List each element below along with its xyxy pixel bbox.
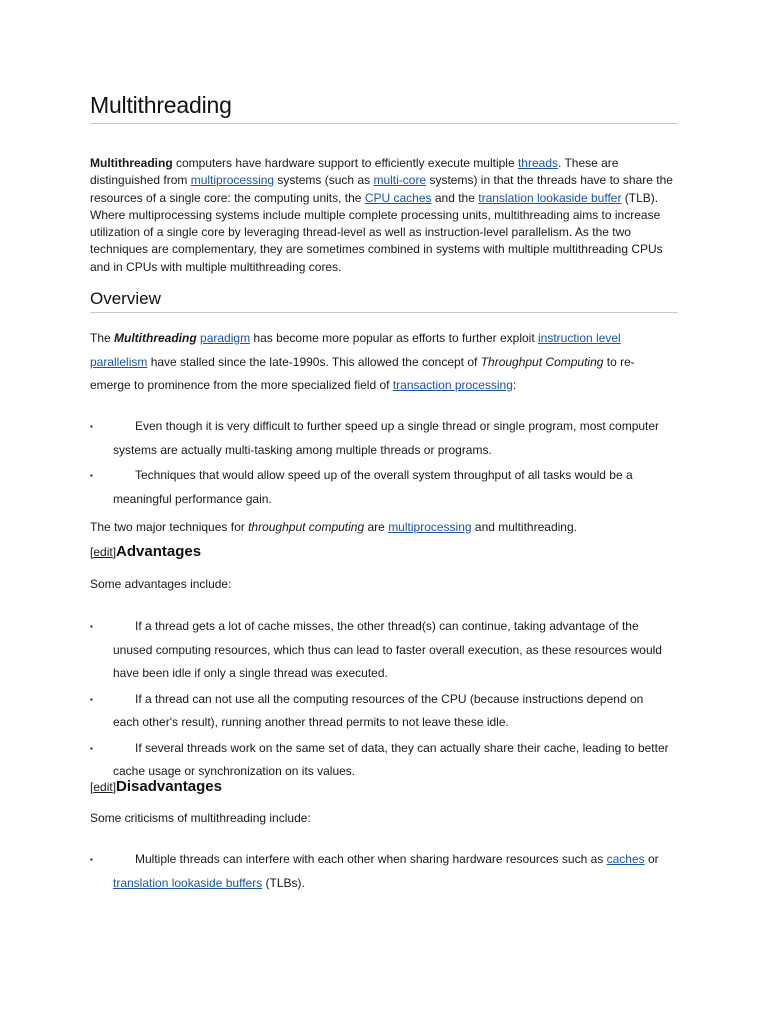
link-multiprocessing[interactable]: multiprocessing xyxy=(190,173,275,188)
link-threads[interactable]: threads xyxy=(517,156,558,170)
intro-text: systems) in that the threads have to share the resources of a single core: the computing units, the xyxy=(90,173,673,205)
link-paradigm[interactable]: paradigm xyxy=(200,331,251,345)
edit-bracket: ] xyxy=(112,780,117,794)
disadvantages-heading: Disadvantages xyxy=(116,778,222,795)
bullet-marker-icon: ▪ xyxy=(90,471,93,480)
list-item xyxy=(90,848,670,895)
bullet-marker-icon: ▪ xyxy=(90,422,93,431)
bullet-marker-icon: ▪ xyxy=(90,694,93,704)
disadvantages-bullet-list xyxy=(90,848,670,897)
bullet-text: Even though it is very difficult to further speed up a single thread or single program, most computer systems are actually multi-tasking among multiple threads or programs. xyxy=(113,419,660,457)
link-cpu-caches[interactable]: CPU caches xyxy=(364,190,432,205)
overview-bullet-list xyxy=(90,415,670,513)
bullet-marker-icon: ▪ xyxy=(90,743,93,753)
overview-bold-italic-term: Multithreading xyxy=(114,331,197,345)
overview-text: to re-emerge to prominence from the more specialized field of xyxy=(90,354,635,392)
link-caches[interactable]: caches xyxy=(606,852,645,866)
bullet-text: If several threads work on the same set of data, they can actually share their cache, leading to better cache usage or synchronization on its values. xyxy=(113,740,669,778)
advantages-bullet-list xyxy=(90,615,670,786)
bullet-text: or xyxy=(644,852,659,866)
bullet-text: If a thread gets a lot of cache misses, the other thread(s) can continue, taking advantage of the unused computing resources, which thus can lead to faster overall execution, as these resources would have been idle if only a single thread was executed. xyxy=(113,619,662,680)
advantages-heading: Advantages xyxy=(116,543,202,560)
list-item xyxy=(90,688,670,735)
list-item xyxy=(90,464,670,511)
intro-bold-term: Multithreading xyxy=(90,156,173,170)
techniques-text: are xyxy=(364,520,389,534)
intro-paragraph xyxy=(90,155,675,276)
intro-text: systems (such as xyxy=(274,173,374,188)
edit-bracket: ] xyxy=(112,545,117,559)
list-item xyxy=(90,415,670,462)
page-title: Multithreading xyxy=(90,92,678,124)
disadvantages-lead: Some criticisms of multithreading include: xyxy=(90,811,311,825)
techniques-text: and multithreading. xyxy=(471,520,577,534)
overview-text: The xyxy=(90,331,115,345)
overview-paragraph xyxy=(90,327,670,398)
edit-disadvantages-link[interactable]: edit xyxy=(93,780,113,794)
bullet-text: (TLBs). xyxy=(262,875,305,890)
link-transaction-processing[interactable]: transaction processing xyxy=(392,378,513,392)
bullet-marker-icon: ▪ xyxy=(90,622,93,631)
advantages-lead: Some advantages include: xyxy=(90,577,232,591)
techniques-text: The two major techniques for xyxy=(90,520,249,534)
edit-bracket: [ xyxy=(90,780,94,794)
advantages-heading-row xyxy=(90,543,201,560)
overview-text: has become more popular as efforts to further exploit xyxy=(250,331,538,345)
link-translation-lookaside-buffers[interactable]: translation lookaside buffers xyxy=(113,875,263,890)
overview-heading: Overview xyxy=(90,289,678,313)
intro-text: . These are distinguished from xyxy=(90,156,619,188)
link-instruction-level-parallelism[interactable]: instruction level parallelism xyxy=(90,331,621,369)
bullet-text: Multiple threads can interfere with each other when sharing hardware resources such as xyxy=(135,852,607,866)
overview-italic-term: Throughput Computing xyxy=(480,354,604,369)
intro-text: and the xyxy=(431,190,479,205)
bullet-text: If a thread can not use all the computing resources of the CPU (because instructions depend on each other's result), running another thread permits to not leave these idle. xyxy=(113,691,644,729)
list-item xyxy=(90,615,670,686)
link-multi-core[interactable]: multi-core xyxy=(373,173,427,188)
overview-text: have stalled since the late-1990s. This allowed the concept of xyxy=(147,354,481,369)
edit-advantages-link[interactable]: edit xyxy=(93,545,113,559)
disadvantages-heading-row xyxy=(90,778,222,795)
techniques-italic-term: throughput computing xyxy=(248,520,365,534)
techniques-paragraph xyxy=(90,516,670,540)
bullet-marker-icon: ▪ xyxy=(90,855,93,864)
intro-text: computers have hardware support to efficiently execute multiple xyxy=(172,156,518,170)
list-item xyxy=(90,737,670,784)
bullet-text: Techniques that would allow speed up of the overall system throughput of all tasks would be a meaningful performance gain. xyxy=(113,468,633,506)
edit-bracket: [ xyxy=(90,545,94,559)
link-multiprocessing-2[interactable]: multiprocessing xyxy=(388,520,472,534)
overview-text: : xyxy=(512,378,517,392)
link-translation-lookaside-buffer[interactable]: translation lookaside buffer xyxy=(478,190,622,205)
intro-text: (TLB). Where multiprocessing systems include multiple complete processing units, multithreading aims to increase utilization of a single core by leveraging thread-level as well as instruction-level parallelism. As the two techniques are complementary, they are sometimes combined in systems with multiple multithreading CPUs and in CPUs with multiple multithreading cores. xyxy=(90,190,663,274)
